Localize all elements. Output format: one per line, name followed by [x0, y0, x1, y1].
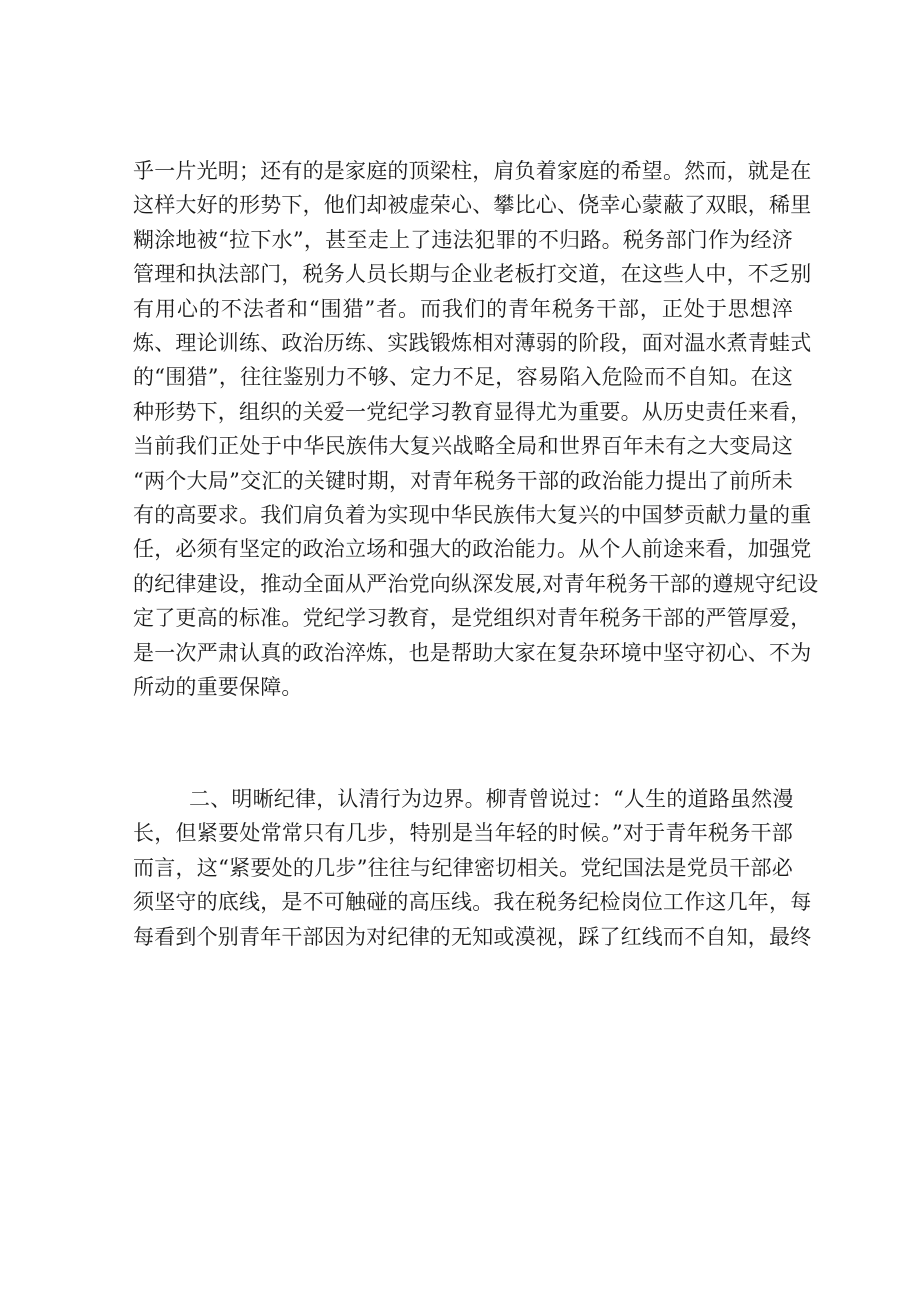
paragraph-line: 的“围猎”，往往鉴别力不够、定力不足，容易陷入危险而不自知。在这: [133, 365, 793, 390]
paragraph-line: 管理和执法部门，税务人员长期与企业老板打交道，在这些人中，不乏别: [133, 262, 812, 287]
paragraph-line: 长，但紧要处常常只有几步，特别是当年轻的时候。”对于青年税务干部: [133, 821, 793, 846]
paragraph-line: 二、明晰纪律，认清行为边界。柳青曾说过：“人生的道路虽然漫: [189, 787, 794, 811]
paragraph-line: 任，必须有坚定的政治立场和强大的政治能力。从个人前途来看，加强党: [133, 537, 812, 562]
paragraph-line: 而言，这“紧要处的几步”往往与纪律密切相关。党纪国法是党员干部必: [133, 855, 793, 880]
paragraph-line: 种形势下，组织的关爱一党纪学习教育显得尤为重要。从历史责任来看，: [133, 399, 812, 424]
paragraph-line: 有用心的不法者和“围猎”者。而我们的青年税务干部，正处于思想淬: [133, 296, 793, 321]
paragraph-line: 有的高要求。我们肩负着为实现中华民族伟大复兴的中国梦贡献力量的重: [133, 503, 812, 528]
paragraph-line: 每看到个别青年干部因为对纪律的无知或漠视，踩了红线而不自知，最终: [133, 924, 812, 949]
paragraph-1: [133, 154, 819, 705]
paragraph-line: 须坚守的底线，是不可触碰的高压线。我在税务纪检岗位工作这几年，每: [133, 890, 812, 915]
paragraph-line: 定了更高的标准。党纪学习教育，是党组织对青年税务干部的严管厚爱，: [133, 606, 812, 631]
paragraph-line: 乎一片光明；还有的是家庭的顶梁柱，肩负着家庭的希望。然而，就是在: [133, 159, 812, 183]
paragraph-line: 这样大好的形势下，他们却被虚荣心、攀比心、侥幸心蒙蔽了双眼，稀里: [133, 193, 812, 218]
paragraph-line: 当前我们正处于中华民族伟大复兴战略全局和世界百年未有之大变局这: [133, 434, 793, 459]
paragraph-line: “两个大局”交汇的关键时期，对青年税务干部的政治能力提出了前所未: [133, 468, 793, 493]
paragraph-line: 是一次严肃认真的政治淬炼，也是帮助大家在复杂环境中坚守初心、不为: [133, 640, 812, 665]
paragraph-2: [133, 782, 812, 954]
paragraph-line: 炼、理论训练、政治历练、实践锻炼相对薄弱的阶段，面对温水煮青蛙式: [133, 331, 812, 356]
paragraph-line: 糊涂地被“拉下水”，甚至走上了违法犯罪的不归路。税务部门作为经济: [133, 227, 793, 252]
paragraph-line: 的纪律建设，推动全面从严治党向纵深发展,对青年税务干部的遵规守纪设: [133, 571, 819, 596]
paragraph-line: 所动的重要保障。: [133, 675, 303, 700]
